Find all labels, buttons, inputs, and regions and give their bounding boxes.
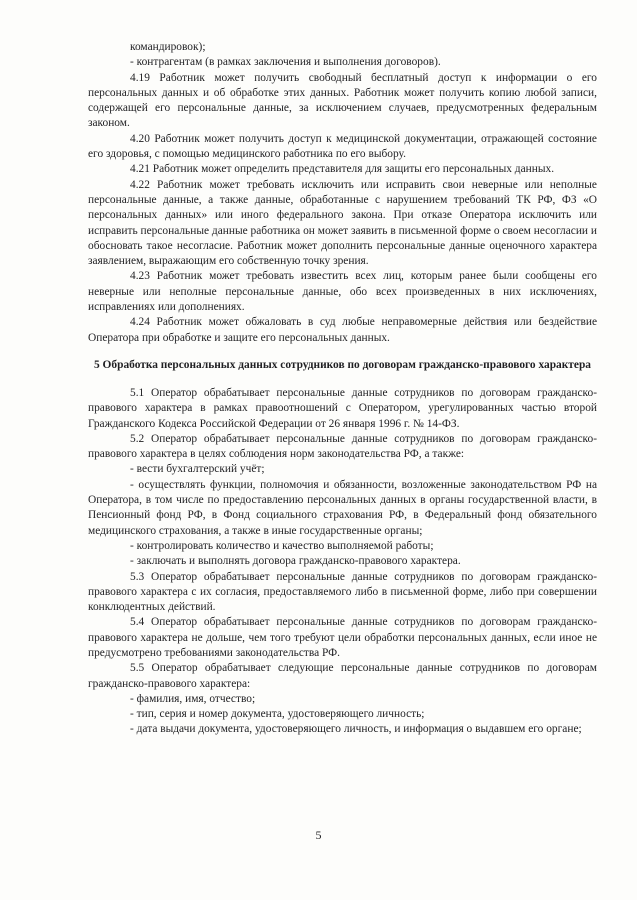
list-item-5-2-d: - заключать и выполнять договора гражданско-правового характера.	[130, 555, 461, 568]
paragraph-4-19: 4.19 Работник может получить свободный бесплатный доступ к информации о его персональных данных и об обработке этих данных. Работник может получить копию любой записи, содержащей его персональные данные, за исключением случаев, предусмотренных федеральным законом.	[88, 71, 597, 130]
paragraph-5-4: 5.4 Оператор обрабатывает персональные данные сотрудников по договорам гражданско-правового характера не дольше, чем того требуют цели обработки персональных данных, если иное не предусмотрено требованиями законодательства РФ.	[88, 616, 597, 659]
list-item-5-5-a: - фамилия, имя, отчество;	[130, 692, 256, 705]
paragraph-5-2: 5.2 Оператор обрабатывает персональные данные сотрудников по договорам гражданско-правового характера в целях соблюдения норм законодательства РФ, а также:	[88, 432, 597, 461]
paragraph-5-3: 5.3 Оператор обрабатывает персональные данные сотрудников по договорам гражданско-правового характера с их согласия, предоставляемого либо в письменной форме, либо при совершении конклюдентных действий.	[88, 570, 597, 614]
paragraph-5-5: 5.5 Оператор обрабатывает следующие персональные данные сотрудников по договорам гражданско-правового характера:	[88, 662, 597, 690]
section-5-heading: 5 Обработка персональных данных сотрудников по договорам гражданско-правового характера	[94, 358, 591, 371]
section-5-body	[88, 386, 597, 738]
paragraph-5-1: 5.1 Оператор обрабатывает персональные данные сотрудников по договорам гражданско-правового характера в рамках правоотношений с Оператором, урегулированных частью второй Гражданского Кодекса Российской Федерации от 26 января 1996 г. № 14-ФЗ.	[88, 386, 597, 430]
list-item-5-5-b: - тип, серия и номер документа, удостоверяющего личность;	[130, 708, 425, 721]
section-4-continuation	[88, 40, 597, 346]
list-item-5-2-c: - контролировать количество и качество выполняемой работы;	[130, 539, 434, 552]
list-item-5-5-c: - дата выдачи документа, удостоверяющего личность, и информация о выдавшем его органе;	[130, 723, 582, 736]
paragraph-cont-1: командировок);	[130, 41, 206, 53]
page-number: 5	[315, 828, 322, 842]
paragraph-4-23: 4.23 Работник может требовать известить всех лиц, которым ранее были сообщены его неверные или неполные персональные данные, обо всех произведенных в них исключениях, исправлениях или дополнениях.	[88, 270, 597, 314]
paragraph-4-21: 4.21 Работник может определить представителя для защиты его персональных данных.	[130, 163, 555, 176]
list-item-5-2-a: - вести бухгалтерский учёт;	[130, 463, 265, 476]
paragraph-4-22: 4.22 Работник может требовать исключить или исправить свои неверные или неполные персональные данные, а также данные, обработанные с нарушением требований ТК РФ, ФЗ «О персональных данных» или иного федерального закона. При отказе Оператора исключить или исправить персональные данные работника он может заявить в письменной форме о своем несогласии и обосновать такое несогласие. Работник может дополнить персональные данные оценочного характера заявлением, выражающим его собственную точку зрения.	[88, 178, 597, 268]
paragraph-4-20: 4.20 Работник может получить доступ к медицинской документации, отражающей состояние его здоровья, с помощью медицинского работника по его выбору.	[88, 132, 597, 161]
paragraph-cont-2: - контрагентам (в рамках заключения и выполнения договоров).	[130, 56, 441, 69]
paragraph-4-24: 4.24 Работник может обжаловать в суд любые неправомерные действия или бездействие Оператора при обработке и защите его персональных данных.	[88, 316, 597, 344]
list-item-5-2-b: - осуществлять функции, полномочия и обязанности, возложенные законодательством РФ на Оператора, в том числе по предоставлению персональных данных в органы государственной власти, в Пенсионный фонд РФ, в Фонд социального страхования РФ, в Федеральный фонд обязательного медицинского страхования, а также в иные государственные органы;	[88, 478, 597, 537]
